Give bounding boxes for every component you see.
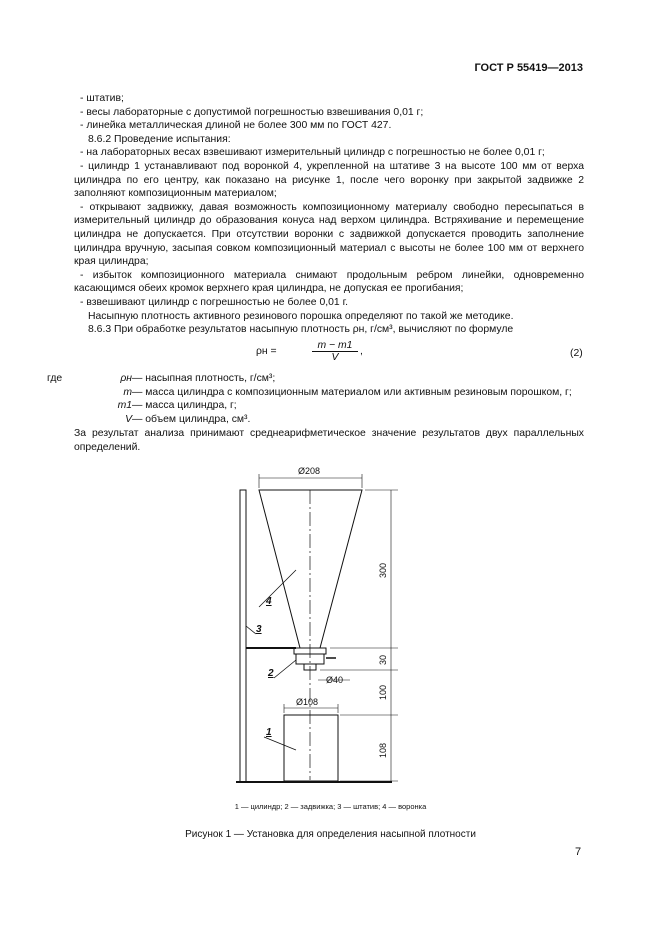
paragraph: - на лабораторных весах взвешивают измерительный цилиндр с погрешностью не более 0,01 г; [80,147,545,159]
paragraph: Насыпную плотность активного резинового порошка определяют по такой же методике. [88,310,514,322]
label-gate: 2 [268,668,274,679]
formula-number: (2) [570,348,583,359]
dim-cyl-diameter: Ø108 [296,697,319,707]
where-lead: где [47,373,63,384]
label-cylinder: 1 [266,727,272,738]
stand-rod [240,490,246,782]
leader-funnel [259,570,296,607]
paragraph: 8.6.3 При обработке результатов насыпную плотность ρн, г/см³, вычисляют по формуле [88,324,514,336]
paragraph: - весы лабораторные с допустимой погрешностью взвешивания 0,01 г; [80,106,424,118]
paragraph: 8.6.2 Проведение испытания: [88,133,231,145]
definition-symbol: m1 [117,400,132,412]
funnel [259,490,362,648]
leader-stand [246,626,256,634]
paragraph: - цилиндр 1 устанавливают под воронкой 4, укрепленной на штативе 3 на высоте 100 мм от верха цилиндра по его центру, как показано на рисунке 1, после чего воронку при закрытой задвижке 2 заполняют композиционным материалом; [74,160,584,200]
paragraph: - открывают задвижку, давая возможность композиционному материалу свободно пересыпаться в измерительный цилиндр до образования конуса над верхом цилиндра. Встряхивание и перемещение цилиндра не допускается. При отсутствии воронки с задвижкой допускается проводить заполнение цилиндра вручную, засыпая совком композиционный материал с высоты не более 100 мм от верхнего края цилиндра; [74,201,584,268]
label-funnel: 4 [266,596,272,607]
formula-lhs: ρн = [256,346,277,357]
definition-symbol: ρн [120,373,132,384]
leader-gate [274,660,296,678]
figure-legend: 1 — цилиндр; 2 — задвижка; 3 — штатив; 4 — воронка [234,802,427,811]
result-paragraph: За результат анализа принимают среднеарифметическое значение результатов двух параллельных определений. [74,428,584,453]
paragraph: - взвешивают цилиндр с погрешностью не более 0,01 г. [80,296,348,308]
definition-text: — объем цилиндра, см³. [132,413,251,425]
page-number: 7 [575,846,582,858]
dim-drop-height: 100 [378,684,388,700]
definition-text: — масса цилиндра, г; [132,400,237,412]
leader-cylinder [264,737,296,750]
definition-symbol: m [123,386,132,398]
figure-caption: Рисунок 1 — Установка для определения насыпной плотности [185,829,476,840]
formula-numerator: m − m1 [312,340,358,352]
formula-comma: , [360,346,363,357]
definition-text: — масса цилиндра с композиционным материалом или активным резиновым порошком, г; [132,386,572,398]
dim-top-width: Ø208 [298,466,321,476]
definition-text: — насыпная плотность, г/см³; [132,373,276,384]
formula-denominator: V [331,352,339,363]
dim-funnel-height: 300 [378,562,388,578]
paragraph: - линейка металлическая длиной не более 300 мм по ГОСТ 427. [80,120,392,132]
definition-symbol: V [125,413,132,425]
dim-cyl-height: 108 [378,742,388,758]
paragraph: - избыток композиционного материала снимают продольным ребром линейки, одновременно касающимся обеих кромок верхнего края цилиндра, не допуская ее прогибания; [74,269,584,295]
dim-outlet: Ø40 [326,675,344,685]
label-stand: 3 [256,624,262,635]
document-header: ГОСТ Р 55419—2013 [474,62,583,74]
paragraph: - штатив; [80,93,124,104]
dim-gate-height: 30 [378,654,388,665]
